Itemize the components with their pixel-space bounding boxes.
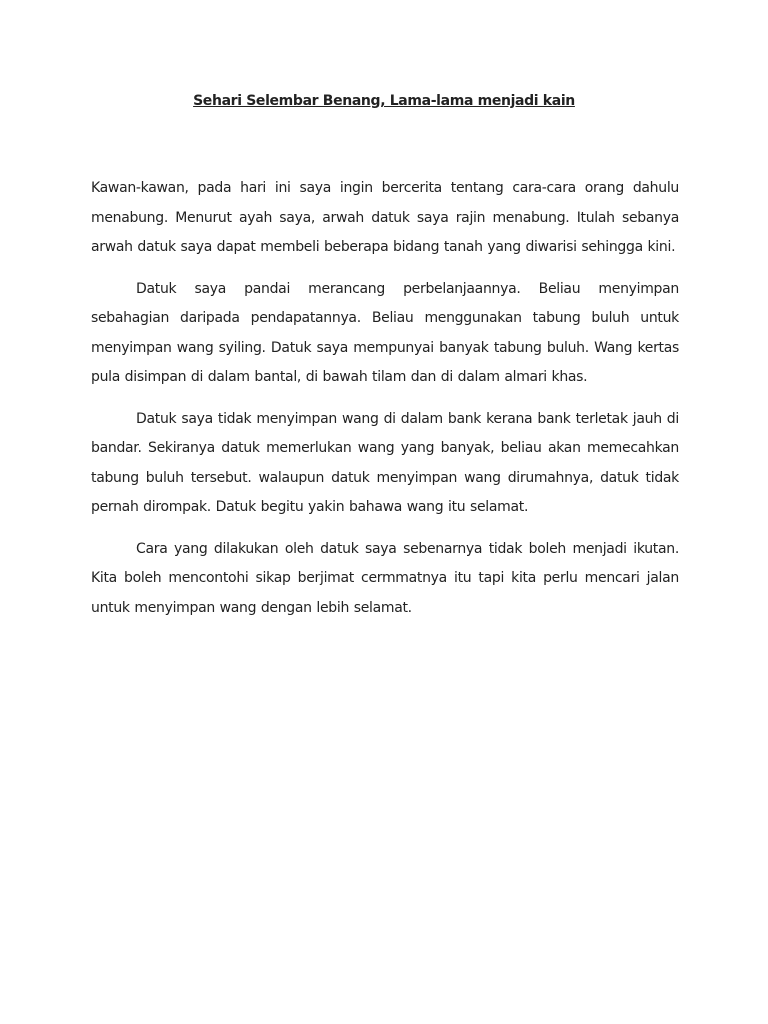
document-body — [91, 174, 679, 635]
paragraph-4: Cara yang dilakukan oleh datuk saya sebenarnya tidak boleh menjadi ikutan. Kita boleh mencontohi sikap berjimat cermmatnya itu tapi kita perlu mencari jalan untuk menyimpan wang dengan lebih selamat. — [91, 540, 679, 616]
paragraph-3: Datuk saya tidak menyimpan wang di dalam bank kerana bank terletak jauh di bandar. Sekiranya datuk memerlukan wang yang banyak, beliau akan memecahkan tabung buluh tersebut. walaupun datuk menyimpan wang dirumahnya, datuk tidak pernah dirompak. Datuk begitu yakin bahawa wang itu selamat. — [91, 410, 679, 515]
paragraph-1: Kawan-kawan, pada hari ini saya ingin bercerita tentang cara-cara orang dahulu menabung. Menurut ayah saya, arwah datuk saya rajin menabung. Itulah sebanya arwah datuk saya dapat membeli beberapa bidang tanah yang diwarisi sehingga kini. — [91, 180, 679, 255]
paragraph-2: Datuk saya pandai merancang perbelanjaannya. Beliau menyimpan sebahagian daripada pendapatannya. Beliau menggunakan tabung buluh untuk menyimpan wang syiling. Datuk saya mempunyai banyak tabung buluh. Wang kertas pula disimpan di dalam bantal, di bawah tilam dan di dalam almari khas. — [91, 280, 679, 385]
document-title: Sehari Selembar Benang, Lama-lama menjadi kain — [193, 93, 575, 109]
